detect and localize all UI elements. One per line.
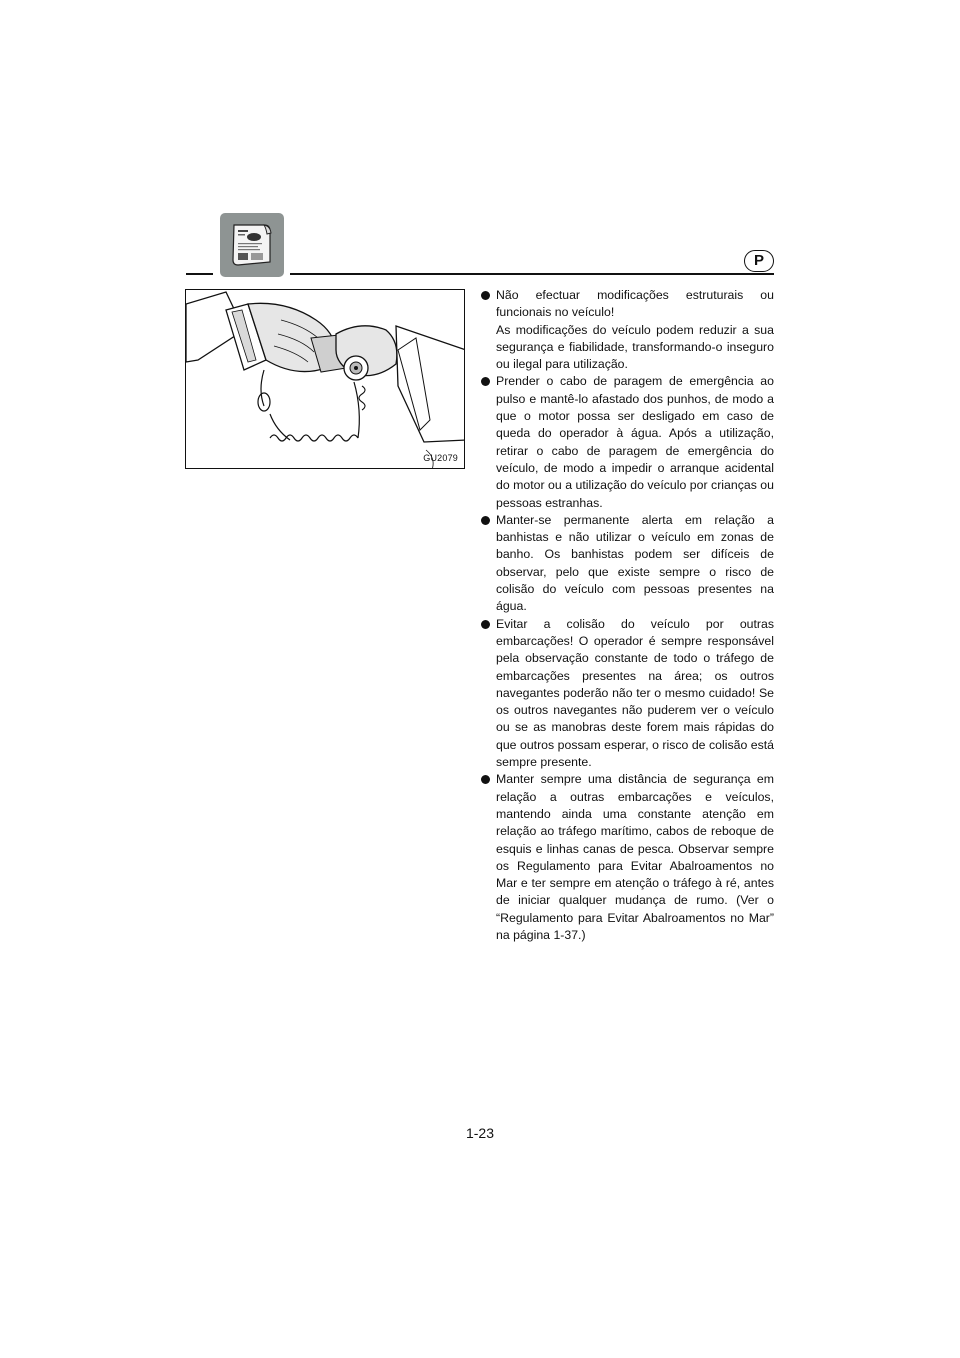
list-item xyxy=(481,512,774,616)
language-badge: P xyxy=(744,250,774,272)
list-item xyxy=(481,616,774,772)
page-number: 1-23 xyxy=(465,1125,495,1141)
list-item xyxy=(481,287,774,373)
figure-code: GU2079 xyxy=(423,453,458,463)
bullet-dot-icon xyxy=(481,620,490,629)
bullet-text: Manter-se permanente alerta em relação a banhistas e não utilizar o veículo em zonas de banho. Os banhistas podem ser difíceis de observar, pelo que existe sempre o risco de colisão do veículo com pessoas presentes na água. xyxy=(496,512,774,614)
bullet-text: Manter sempre uma distância de segurança em relação a outras embarcações e veículos, mantendo ainda uma constante atenção em relação ao tráfego marítimo, cabos de reboque de esquis e linhas canas de pesca. Observar sempre os Regulamento para Evitar Abalroamentos no Mar e ter sempre em atenção o tráfego à ré, antes de iniciar qualquer mudança de rumo. (Ver o “Regulamento para Evitar Abalroamentos no Mar” na página 1-37.) xyxy=(496,772,774,942)
header-rule-left xyxy=(186,273,213,275)
safety-bullet-list xyxy=(481,287,774,944)
lanyard-wrist-illustration xyxy=(186,290,465,469)
bullet-text: As modificações do veículo podem reduzir a sua segurança e fiabilidade, transformando-o inseguro ou ilegal para utilização. xyxy=(496,322,774,372)
illustration-figure xyxy=(185,289,465,469)
list-item xyxy=(481,771,774,944)
bullet-dot-icon xyxy=(481,377,490,386)
bullet-dot-icon xyxy=(481,291,490,300)
bullet-dot-icon xyxy=(481,516,490,525)
list-item xyxy=(481,373,774,511)
header-rule-right xyxy=(290,273,774,275)
bullet-text: Não efectuar modificações estruturais ou funcionais no veículo! xyxy=(496,288,774,320)
bullet-dot-icon xyxy=(481,775,490,784)
manual-book-icon xyxy=(220,213,284,277)
bullet-text: Evitar a colisão do veículo por outras embarcações! O operador é sempre responsável pela observação constante de todo o tráfego de embarcações presentes na área; os outros navegantes poderão não ter o mesmo cuidado! Se os outros navegantes não puderem ver o veículo ou se as manobras deste forem mais rápidas do que outros possam esperar, o risco de colisão está sempre presente. xyxy=(496,616,774,770)
bullet-text: Prender o cabo de paragem de emergência ao pulso e mantê-lo afastado dos punhos, de modo a que o motor possa ser desligado em caso de queda do operador à água. Após a utilização, retirar o cabo de paragem de emergência do veículo, de modo a impedir o arranque acidental do motor ou a utilização do veículo por crianças ou pessoas estranhas. xyxy=(496,374,774,510)
